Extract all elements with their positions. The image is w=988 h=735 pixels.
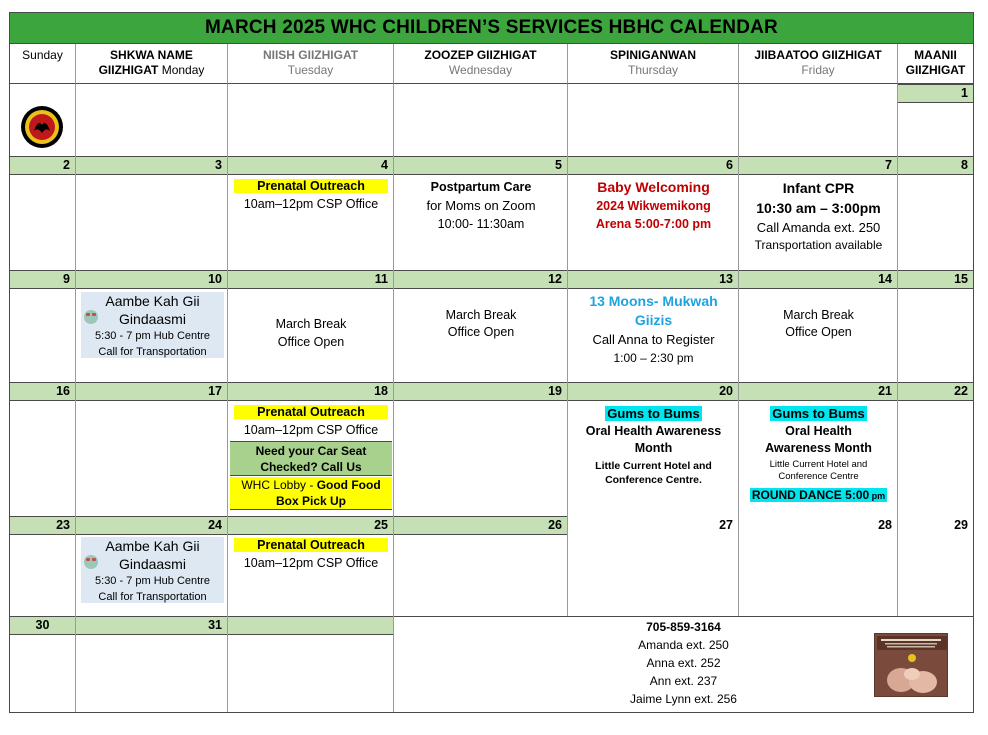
date-27: 27 — [568, 516, 739, 535]
frog-icon — [84, 310, 98, 324]
event-title: Giizis — [634, 312, 673, 328]
date-24: 24 — [76, 516, 228, 535]
event-venue: Little Current Hotel and — [769, 459, 868, 470]
header-sunday — [10, 44, 76, 84]
event-transport: Call for Transportation — [98, 591, 207, 603]
date-7: 7 — [739, 156, 898, 175]
header-saturday — [898, 44, 973, 84]
event-subtitle: Office Open — [277, 335, 345, 349]
event-postpartum — [394, 178, 568, 234]
event-time: 10am–12pm CSP Office — [243, 423, 379, 437]
event-time: 10am–12pm CSP Office — [243, 556, 379, 570]
event-gums-21 — [739, 405, 898, 504]
event-title: Good Food — [316, 478, 381, 492]
date-11: 11 — [228, 270, 394, 289]
whc-logo — [20, 105, 64, 149]
event-time: Arena 5:00-7:00 pm — [595, 217, 712, 231]
contact-amanda: Amanda ext. 250 — [638, 638, 729, 652]
event-subtitle: Office Open — [447, 325, 515, 339]
header-thursday-english: Thursday — [627, 63, 679, 77]
event-title: Box Pick Up — [275, 494, 347, 508]
event-title: March Break — [275, 317, 347, 331]
date-23: 23 — [10, 516, 76, 535]
date-31: 31 — [76, 616, 228, 635]
event-subtitle: Office Open — [785, 325, 852, 339]
event-subtitle: Oral Health Awareness — [585, 424, 722, 438]
date-15: 15 — [954, 272, 968, 286]
contact-anna: Anna ext. 252 — [646, 656, 721, 670]
date-13: 13 — [568, 270, 739, 289]
date-4: 4 — [228, 156, 394, 175]
event-title: Postpartum Care — [430, 180, 532, 194]
event-13-moons — [568, 292, 739, 367]
event-title: Prenatal Outreach — [234, 538, 388, 552]
header-monday-ojibwe2: GIIZHIGAT — [98, 63, 159, 77]
date-1: 1 — [961, 86, 968, 100]
date-9: 9 — [10, 270, 76, 289]
header-monday-english: Monday — [158, 63, 205, 77]
event-venue: Conference Centre — [778, 471, 859, 482]
event-subtitle: Oral Health — [785, 424, 852, 438]
event-car-seat — [230, 441, 392, 476]
date-empty — [228, 616, 394, 635]
date-6: 6 — [568, 156, 739, 175]
event-title: ROUND DANCE 5:00 — [751, 488, 870, 502]
date-10: 10 — [76, 270, 228, 289]
event-time: 5:30 - 7 pm Hub Centre — [95, 575, 210, 587]
event-title: Infant CPR — [782, 180, 855, 196]
header-friday — [739, 44, 898, 84]
date-5: 5 — [394, 156, 568, 175]
event-title: March Break — [783, 308, 854, 322]
date-28: 28 — [739, 516, 898, 535]
event-subtitle: Checked? Call Us — [260, 460, 362, 474]
event-prenatal-18 — [228, 403, 394, 439]
event-march-break-12 — [394, 307, 568, 341]
date-29: 29 — [898, 516, 973, 535]
header-saturday-ojibwe: MAANII — [914, 48, 957, 62]
header-friday-ojibwe: JIIBAATOO GIIZHIGAT — [754, 48, 882, 62]
date-19: 19 — [394, 382, 568, 401]
header-monday — [76, 44, 228, 84]
event-aambe-24 — [81, 537, 224, 603]
date-12: 12 — [394, 270, 568, 289]
program-poster — [874, 633, 948, 697]
date-21: 21 — [739, 382, 898, 401]
date-20: 20 — [568, 382, 739, 401]
event-venue: 2024 Wikwemikong — [596, 199, 711, 213]
event-title: 13 Moons- Mukwah — [589, 293, 718, 309]
header-thursday-ojibwe: SPINIGANWAN — [609, 48, 696, 62]
event-title: Prenatal Outreach — [234, 179, 388, 193]
date-8: 8 — [961, 158, 968, 172]
header-tuesday-english: Tuesday — [287, 63, 334, 77]
event-time: 10:00- 11:30am — [437, 217, 525, 231]
event-baby-welcoming — [568, 178, 739, 233]
header-wednesday — [394, 44, 568, 84]
event-title: Aambe Kah Gii — [105, 293, 200, 309]
event-title: Aambe Kah Gii — [105, 538, 200, 554]
date-30: 30 — [10, 616, 76, 635]
event-title: Gindaasmi — [119, 556, 186, 572]
contact-phone: 705-859-3164 — [646, 620, 721, 634]
event-subtitle: Awareness Month — [765, 441, 872, 455]
event-venue: Little Current Hotel and — [595, 460, 712, 472]
whc-logo-icon — [20, 105, 64, 149]
header-friday-english: Friday — [801, 63, 835, 77]
row-divider — [394, 616, 973, 617]
date-26: 26 — [394, 516, 568, 535]
event-march-break-11 — [228, 315, 394, 351]
date-16: 16 — [10, 382, 76, 401]
event-title: Gums to Bums — [607, 406, 700, 421]
event-title: Gums to Bums — [772, 406, 865, 421]
date-2: 2 — [10, 156, 76, 175]
event-prenatal-4 — [228, 177, 394, 213]
header-monday-ojibwe: SHKWA NAME — [110, 48, 193, 62]
header-saturday-english: GIIZHIGAT — [905, 63, 966, 77]
event-title: Baby Welcoming — [597, 179, 710, 195]
header-tuesday-ojibwe: NIISH GIIZHIGAT — [262, 48, 359, 62]
event-round-dance — [750, 488, 887, 502]
date-22: 22 — [954, 384, 968, 398]
event-time: 5:30 - 7 pm Hub Centre — [95, 330, 210, 342]
header-thursday — [568, 44, 739, 84]
event-march-break-14 — [739, 307, 898, 341]
calendar-title: MARCH 2025 WHC CHILDREN’S SERVICES HBHC CALENDAR — [10, 13, 973, 44]
event-title: Prenatal Outreach — [234, 405, 388, 419]
event-gums-20 — [568, 405, 739, 487]
event-subtitle: for Moms on Zoom — [426, 198, 536, 213]
event-transport: Call for Transportation — [98, 346, 207, 358]
date-17: 17 — [76, 382, 228, 401]
frog-icon — [84, 555, 98, 569]
event-time: 10am–12pm CSP Office — [243, 197, 379, 211]
event-title: Gindaasmi — [119, 311, 186, 327]
header-tuesday — [228, 44, 394, 84]
header-sunday-label: Sunday — [22, 48, 63, 62]
calendar — [9, 12, 974, 713]
contact-jaime: Jaime Lynn ext. 256 — [630, 692, 737, 706]
event-contact: Call Amanda ext. 250 — [756, 220, 881, 235]
event-time: 1:00 – 2:30 pm — [613, 351, 694, 365]
contact-ann: Ann ext. 237 — [649, 674, 718, 688]
event-transport: Transportation available — [754, 238, 883, 252]
header-wednesday-english: Wednesday — [448, 63, 513, 77]
program-poster-image — [875, 634, 948, 697]
event-infant-cpr — [739, 178, 898, 254]
header-wednesday-ojibwe: ZOOZEP GIIZHIGAT — [424, 48, 537, 62]
event-good-food-box — [230, 477, 392, 510]
cell-divider — [898, 103, 973, 104]
event-time: 10:30 am – 3:00pm — [756, 200, 881, 216]
event-title: March Break — [445, 308, 517, 322]
date-18: 18 — [228, 382, 394, 401]
event-location: WHC Lobby - — [241, 478, 317, 492]
event-subtitle: Month — [634, 441, 673, 455]
date-3: 3 — [76, 156, 228, 175]
event-contact: Call Anna to Register — [592, 332, 715, 347]
event-title: Need your Car Seat — [255, 444, 367, 458]
event-time-unit: pm — [869, 491, 886, 501]
event-prenatal-25 — [228, 536, 394, 572]
event-venue: Conference Centre. — [605, 474, 702, 486]
date-14: 14 — [739, 270, 898, 289]
event-aambe-10 — [81, 292, 224, 358]
date-25: 25 — [228, 516, 394, 535]
